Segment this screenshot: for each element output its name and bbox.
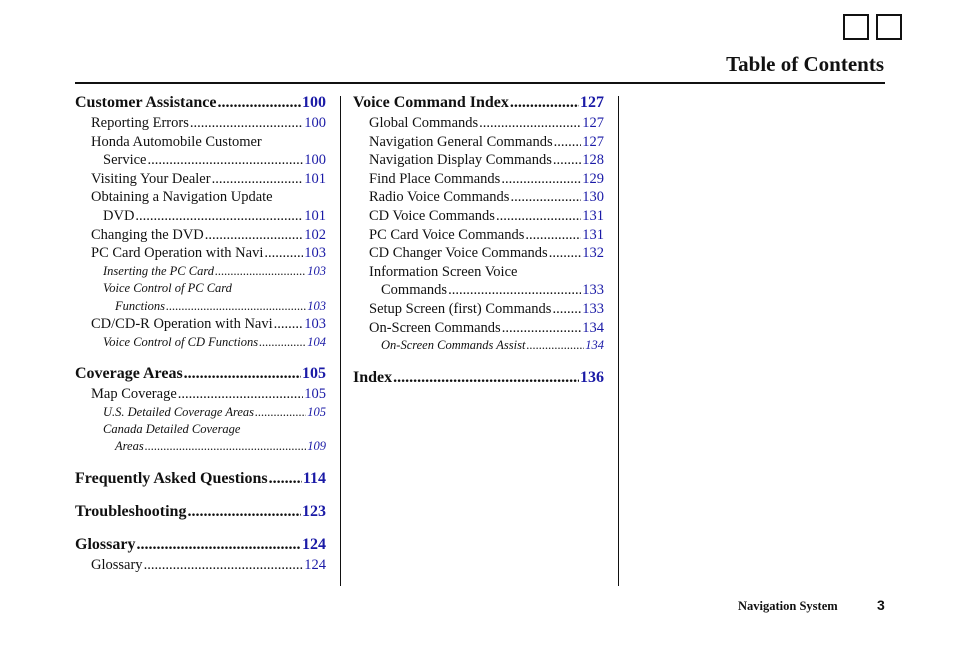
toc-entry[interactable]: Navigation Display Commands ..... 128 [353, 151, 604, 170]
toc-entry[interactable]: Customer Assistance ..... 100 [75, 93, 326, 113]
toc-entry[interactable]: CD Voice Commands ..... 131 [353, 207, 604, 226]
toc-entry[interactable]: Global Commands ..... 127 [353, 114, 604, 133]
toc-entry[interactable]: Radio Voice Commands ..... 130 [353, 188, 604, 207]
toc-entry[interactable]: CD/CD-R Operation with Navi ..... 103 [75, 315, 326, 334]
toc-entry[interactable]: Voice Control of CD Functions ..... 104 [75, 334, 326, 351]
toc-entry-text: Honda Automobile Customer [91, 133, 262, 150]
toc-entry[interactable]: Reporting Errors ..... 100 [75, 114, 326, 133]
toc-entry[interactable]: Setup Screen (first) Commands ..... 133 [353, 300, 604, 319]
toc-entry[interactable]: Functions ..... 103 [75, 298, 326, 315]
column-divider-left [340, 96, 341, 586]
toc-column-left [75, 93, 326, 574]
footer-page-number: 3 [877, 597, 885, 613]
toc-column-right [353, 93, 604, 389]
toc-entry[interactable]: Glossary ..... 124 [75, 535, 326, 555]
toc-entry[interactable]: On-Screen Commands ..... 134 [353, 319, 604, 338]
toc-entry[interactable]: DVD ..... 101 [75, 207, 326, 226]
tab-box-left [843, 14, 869, 40]
toc-entry[interactable]: Commands ..... 133 [353, 281, 604, 300]
toc-entry[interactable]: Navigation General Commands ..... 127 [353, 133, 604, 152]
column-divider-right [618, 96, 619, 586]
toc-entry[interactable]: Changing the DVD ..... 102 [75, 226, 326, 245]
toc-entry[interactable]: Frequently Asked Questions ..... 114 [75, 469, 326, 489]
footer-label: Navigation System [738, 599, 838, 613]
toc-entry[interactable]: Coverage Areas ..... 105 [75, 364, 326, 384]
toc-entry-text: Voice Control of PC Card [103, 281, 232, 296]
toc-entry-text: Information Screen Voice [369, 263, 518, 280]
toc-entry[interactable]: On-Screen Commands Assist ..... 134 [353, 337, 604, 354]
tab-box-right [876, 14, 902, 40]
toc-entry[interactable]: Glossary ..... 124 [75, 556, 326, 575]
title-rule [75, 82, 885, 84]
toc-entry[interactable]: Troubleshooting ..... 123 [75, 502, 326, 522]
toc-entry[interactable]: Find Place Commands ..... 129 [353, 170, 604, 189]
toc-entry[interactable]: Index ..... 136 [353, 368, 604, 388]
toc-entry[interactable]: Inserting the PC Card ..... 103 [75, 263, 326, 280]
toc-entry[interactable]: PC Card Operation with Navi ..... 103 [75, 244, 326, 263]
toc-entry-text: Obtaining a Navigation Update [91, 189, 273, 206]
toc-entry[interactable]: Areas ..... 109 [75, 438, 326, 455]
toc-entry-text: Canada Detailed Coverage [103, 421, 241, 436]
page-title: Table of Contents [726, 52, 884, 76]
toc-entry[interactable]: PC Card Voice Commands ..... 131 [353, 226, 604, 245]
toc-entry[interactable]: U.S. Detailed Coverage Areas ..... 105 [75, 404, 326, 421]
toc-entry[interactable]: Voice Command Index ..... 127 [353, 93, 604, 113]
toc-entry[interactable]: Map Coverage ..... 105 [75, 385, 326, 404]
toc-entry[interactable]: Visiting Your Dealer ..... 101 [75, 170, 326, 189]
toc-entry[interactable]: CD Changer Voice Commands ..... 132 [353, 244, 604, 263]
toc-entry[interactable]: Service ..... 100 [75, 151, 326, 170]
